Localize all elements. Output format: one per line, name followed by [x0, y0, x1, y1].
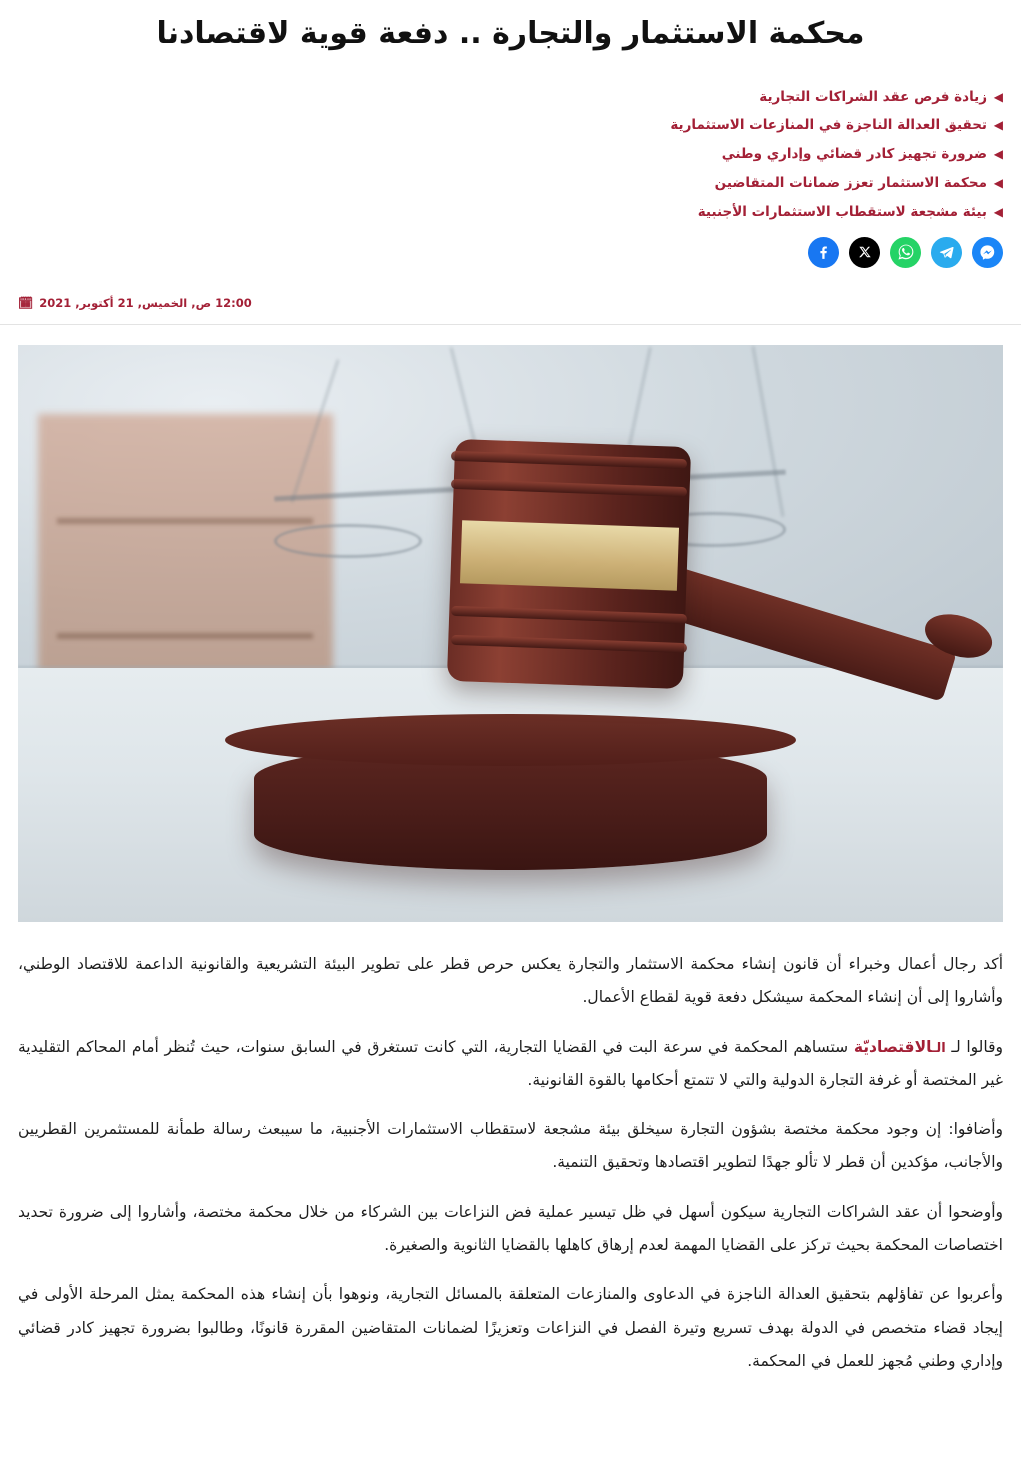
caret-icon: ◀	[993, 147, 1003, 162]
brand-label: الاقتصاديّة	[853, 1037, 932, 1056]
key-points-list	[18, 89, 1003, 221]
list-item	[18, 146, 1003, 163]
list-item	[18, 117, 1003, 134]
share-x-twitter-button[interactable]	[849, 237, 880, 268]
list-item-label: تحقيق العدالة الناجزة في المنازعات الاستثمارية	[670, 117, 987, 134]
image-gavel-band	[460, 520, 679, 591]
list-item-label: بيئة مشجعة لاستقطاب الاستثمارات الأجنبية	[697, 204, 987, 220]
page-title: محكمة الاستثمار والتجارة .. دفعة قوية لاقتصادنا	[156, 16, 865, 51]
image-scale-pan	[274, 524, 422, 559]
list-item	[18, 89, 1003, 106]
list-item-label: ضرورة تجهيز كادر قضائي وإداري وطني	[721, 146, 987, 163]
share-messenger-button[interactable]	[972, 237, 1003, 268]
share-telegram-button[interactable]	[931, 237, 962, 268]
caret-icon: ◀	[993, 89, 1003, 104]
article-page	[0, 8, 1021, 1476]
paragraph: وأوضحوا أن عقد الشراكات التجارية سيكون أسهل في ظل تيسير عملية فض النزاعات بين الشركاء من خلال محكمة مختصة، وأشاروا إلى ضرورة تحديد اختصاصات المحكمة بحيث تركز على القضايا المهمة لعدم إرهاق كاهلها بالقضايا الثانوية والصغيرة.	[18, 1202, 1003, 1255]
image-shelf	[57, 633, 313, 639]
paragraph: وأضافوا: إن وجود محكمة مختصة بشؤون التجارة سيخلق بيئة مشجعة لاستقطاب الاستثمارات الأجنبية، ما سيبعث رسالة طمأنة للمستثمرين القطريين والأجانب، مؤكدين أن قطر لا تألو جهدًا لتطوير اقتصادها وتحقيق التنمية.	[18, 1120, 1003, 1172]
share-facebook-button[interactable]	[808, 237, 839, 268]
image-gavel-block-top	[225, 714, 796, 766]
paragraph-with-brand	[18, 1031, 1003, 1098]
lead-after: ستساهم المحكمة في سرعة البت في القضايا التجارية، التي كانت تستغرق في السابق سنوات، حيث تُنظر أمام المحاكم التقليدية غير المختصة أو غرفة التجارة الدولية والتي لا تتمتع أحكامها بالقوة القانونية.	[18, 1037, 1003, 1089]
article-hero-image	[18, 345, 1003, 922]
calendar-icon: 🗓	[18, 295, 34, 310]
share-buttons	[18, 237, 1003, 268]
article-body	[18, 948, 1003, 1378]
lead-before: وقالوا لـ	[945, 1037, 1003, 1056]
list-item	[18, 175, 1003, 192]
list-item-label: محكمة الاستثمار تعزز ضمانات المتقاضين	[714, 175, 987, 192]
brand-name	[854, 1038, 946, 1056]
publish-meta	[18, 296, 1003, 310]
caret-icon: ◀	[993, 176, 1003, 191]
brand-prefix: الـ	[931, 1040, 946, 1056]
image-shelf	[57, 518, 313, 524]
caret-icon: ◀	[993, 118, 1003, 133]
share-whatsapp-button[interactable]	[890, 237, 921, 268]
list-item	[18, 204, 1003, 221]
paragraph: أكد رجال أعمال وخبراء أن قانون إنشاء محكمة الاستثمار والتجارة يعكس حرص قطر على تطوير البيئة التشريعية والقانونية الداعمة للاقتصاد الوطني، وأشاروا إلى أن إنشاء المحكمة سيشكل دفعة قوية لقطاع الأعمال.	[18, 954, 1003, 1007]
caret-icon: ◀	[993, 205, 1003, 219]
publish-timestamp: 12:00 ص, الخميس, 21 أكتوبر, 2021	[39, 295, 252, 310]
divider	[0, 324, 1021, 325]
list-item-label: زيادة فرص عقد الشراكات التجارية	[759, 88, 987, 105]
paragraph: وأعربوا عن تفاؤلهم بتحقيق العدالة الناجزة في الدعاوى والمنازعات المتعلقة بالمسائل التجارية، ونوهوا بأن إنشاء هذه المحكمة يمثل المرحلة الأولى في إيجاد قضاء متخصص في الدولة بهدف تسريع وتيرة الفصل في النزاعات وتعزيزًا لضمانات المتقاضين المقررة قانونًا، وطالبوا بضرورة تجهيز كادر قضائي وإداري وطني مُجهز للعمل في المحكمة.	[18, 1285, 1003, 1370]
